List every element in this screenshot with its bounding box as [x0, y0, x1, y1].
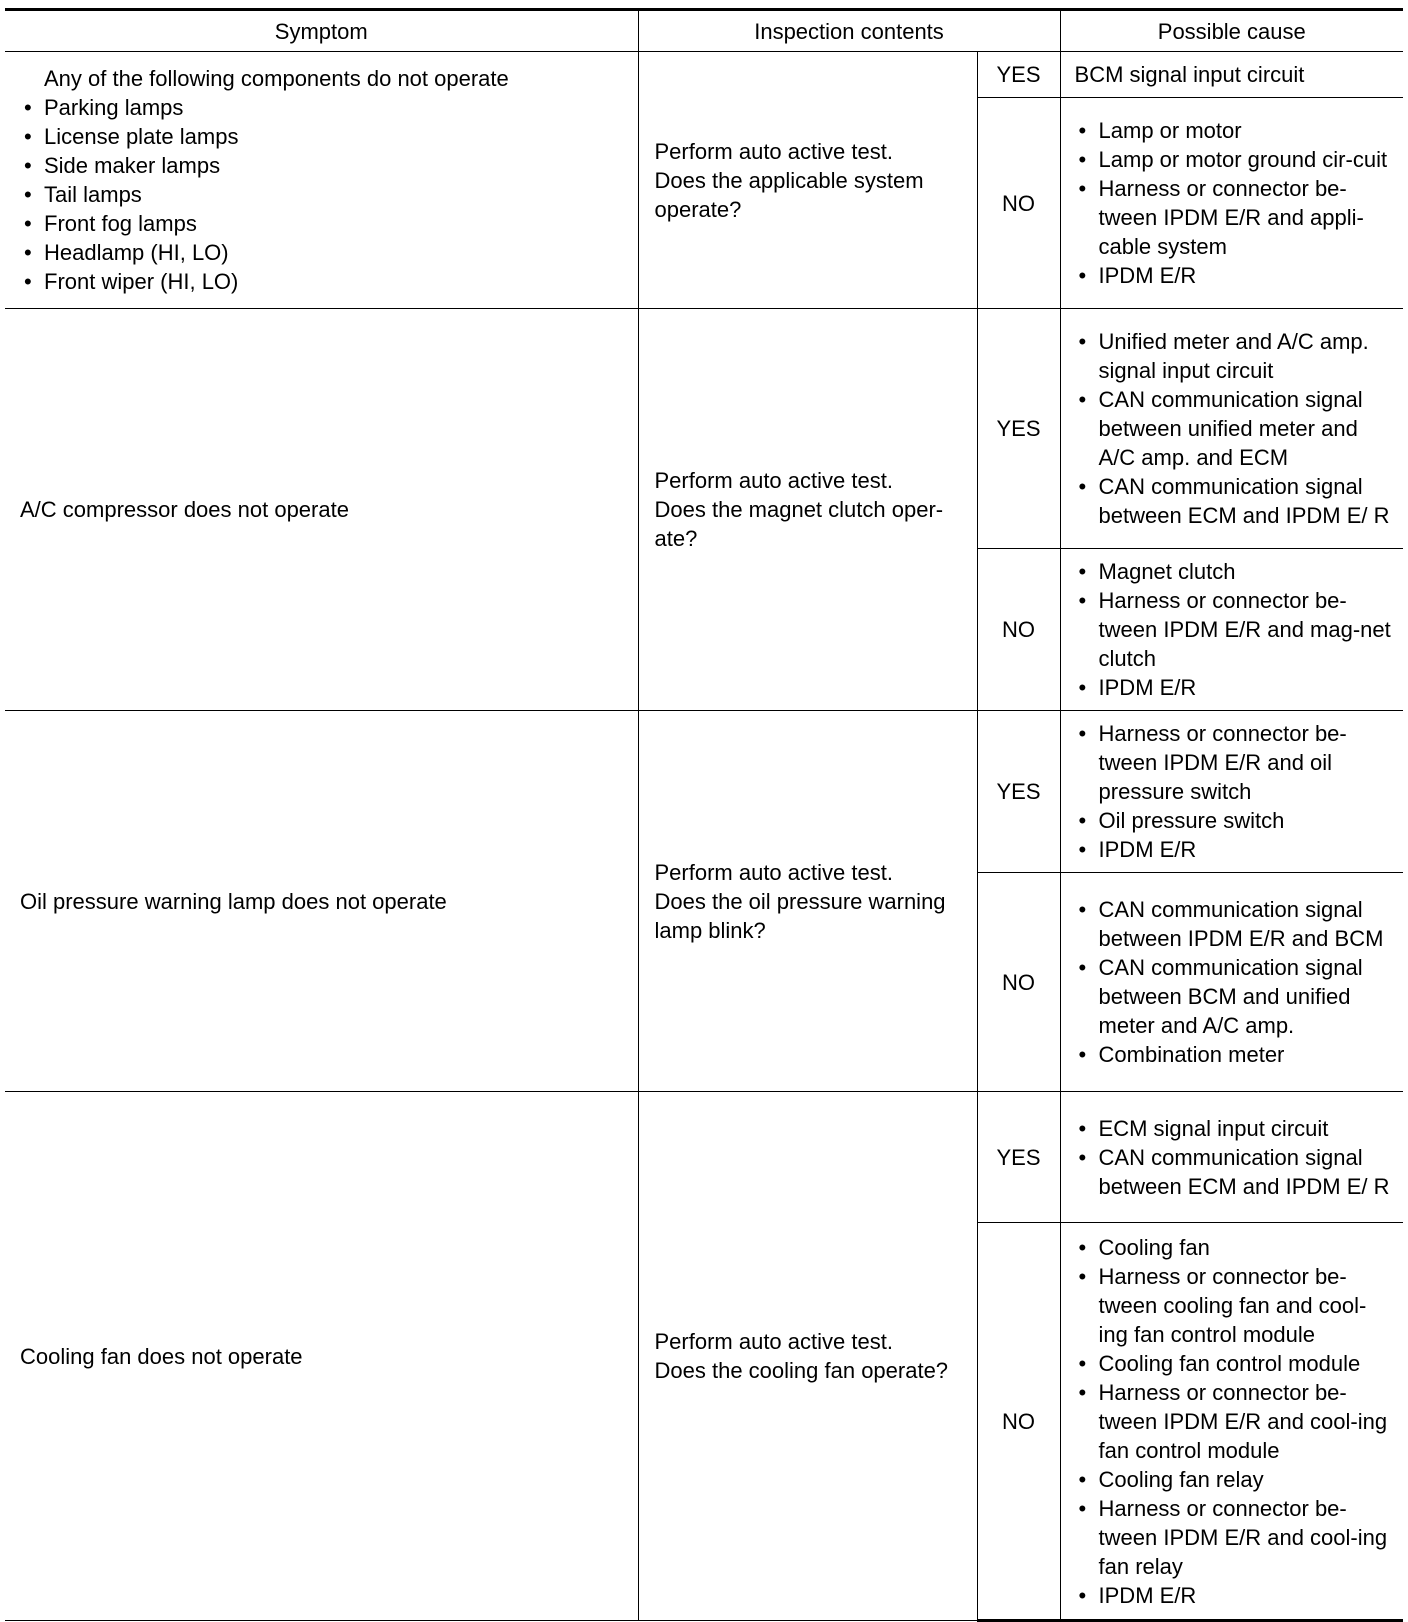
symptom-cell: A/C compressor does not operate [5, 309, 638, 711]
cause-cell [1060, 52, 1403, 98]
list-item: • Lamp or motor [1075, 116, 1396, 145]
cause-list [1075, 719, 1396, 864]
list-item: • Front wiper (HI, LO) [20, 267, 624, 296]
list-item: • CAN communication signal between ECM and IPDM E/ R [1075, 472, 1396, 530]
list-item: • Headlamp (HI, LO) [20, 238, 624, 267]
list-item: • ECM signal input circuit [1075, 1114, 1396, 1143]
list-item: • Tail lamps [20, 180, 624, 209]
cause-list [1075, 327, 1396, 530]
inspection-cell [638, 1092, 977, 1621]
header-symptom: Symptom [5, 10, 638, 52]
inspection-cell [638, 711, 977, 1092]
list-item: • License plate lamps [20, 122, 624, 151]
cause-list [1075, 895, 1396, 1069]
table-row [5, 309, 1403, 549]
list-item: • CAN communication signal between BCM and unified meter and A/C amp. [1075, 953, 1396, 1040]
symptom-lead: Any of the following components do not operate [44, 66, 509, 91]
list-item: • IPDM E/R [1075, 1581, 1396, 1610]
header-row [5, 10, 1403, 52]
table-row [5, 1092, 1403, 1223]
cause-list [1075, 1233, 1396, 1610]
symptom-cell: Cooling fan does not operate [5, 1092, 638, 1621]
inspection-line: Does the oil pressure warning lamp blink? [654, 888, 946, 943]
list-item: • Magnet clutch [1075, 557, 1396, 586]
list-item: • Combination meter [1075, 1040, 1396, 1069]
list-item: • Cooling fan control module [1075, 1349, 1396, 1378]
header-inspection: Inspection contents [638, 10, 1060, 52]
list-item: • Harness or connector be-tween IPDM E/R and appli-cable system [1075, 174, 1396, 261]
result-no: NO [977, 873, 1060, 1092]
inspection-line: Perform auto active test. [654, 138, 893, 164]
cause-cell [1060, 1092, 1403, 1223]
list-item: • Unified meter and A/C amp. signal input circuit [1075, 327, 1396, 385]
list-item: • Cooling fan [1075, 1233, 1396, 1262]
list-item: • CAN communication signal between IPDM E/R and BCM [1075, 895, 1396, 953]
cause-text: BCM signal input circuit [1074, 62, 1305, 87]
result-yes: YES [977, 52, 1060, 98]
inspection-cell [638, 309, 977, 711]
cause-list [1075, 557, 1396, 702]
list-item: • Parking lamps [20, 93, 624, 122]
result-no: NO [977, 1223, 1060, 1621]
inspection-line: Perform auto active test. [654, 859, 893, 885]
cause-cell [1060, 309, 1403, 549]
list-item: • Lamp or motor ground cir-cuit [1075, 145, 1396, 174]
header-cause: Possible cause [1060, 10, 1403, 52]
list-item: • Harness or connector be-tween IPDM E/R and mag-net clutch [1075, 586, 1396, 673]
list-item: • IPDM E/R [1075, 261, 1396, 290]
list-item: • Harness or connector be-tween cooling fan and cool-ing fan control module [1075, 1262, 1396, 1349]
result-yes: YES [977, 1092, 1060, 1223]
result-no: NO [977, 549, 1060, 711]
result-no: NO [977, 98, 1060, 309]
inspection-line: Does the applicable system operate? [654, 167, 924, 222]
result-yes: YES [977, 309, 1060, 549]
result-yes: YES [977, 711, 1060, 873]
cause-cell [1060, 873, 1403, 1092]
cause-cell [1060, 98, 1403, 309]
list-item: • Harness or connector be-tween IPDM E/R and cool-ing fan relay [1075, 1494, 1396, 1581]
list-item: • Front fog lamps [20, 209, 624, 238]
inspection-line: Perform auto active test. [654, 1329, 893, 1354]
inspection-line: Does the cooling fan operate? [654, 1358, 949, 1383]
diagnosis-table [5, 8, 1403, 1622]
inspection-cell [638, 52, 977, 309]
table-row [5, 711, 1403, 873]
cause-list [1075, 1114, 1396, 1201]
inspection-line: Perform auto active test. [654, 468, 893, 493]
inspection-line: Does the magnet clutch oper-ate? [654, 497, 944, 551]
symptom-cell: Oil pressure warning lamp does not operate [5, 711, 638, 1092]
cause-cell [1060, 549, 1403, 711]
list-item: • Harness or connector be-tween IPDM E/R and cool-ing fan control module [1075, 1378, 1396, 1465]
list-item: • Cooling fan relay [1075, 1465, 1396, 1494]
list-item: • IPDM E/R [1075, 673, 1396, 702]
cause-list [1075, 116, 1396, 290]
list-item: • Side maker lamps [20, 151, 624, 180]
list-item: • CAN communication signal between ECM and IPDM E/ R [1075, 1143, 1396, 1201]
cause-cell [1060, 711, 1403, 873]
list-item: • Harness or connector be-tween IPDM E/R and oil pressure switch [1075, 719, 1396, 806]
table-row [5, 52, 1403, 98]
list-item: • Oil pressure switch [1075, 806, 1396, 835]
cause-cell [1060, 1223, 1403, 1621]
list-item: • CAN communication signal between unified meter and A/C amp. and ECM [1075, 385, 1396, 472]
symptom-list [20, 93, 624, 296]
symptom-cell [5, 52, 638, 309]
list-item: • IPDM E/R [1075, 835, 1396, 864]
